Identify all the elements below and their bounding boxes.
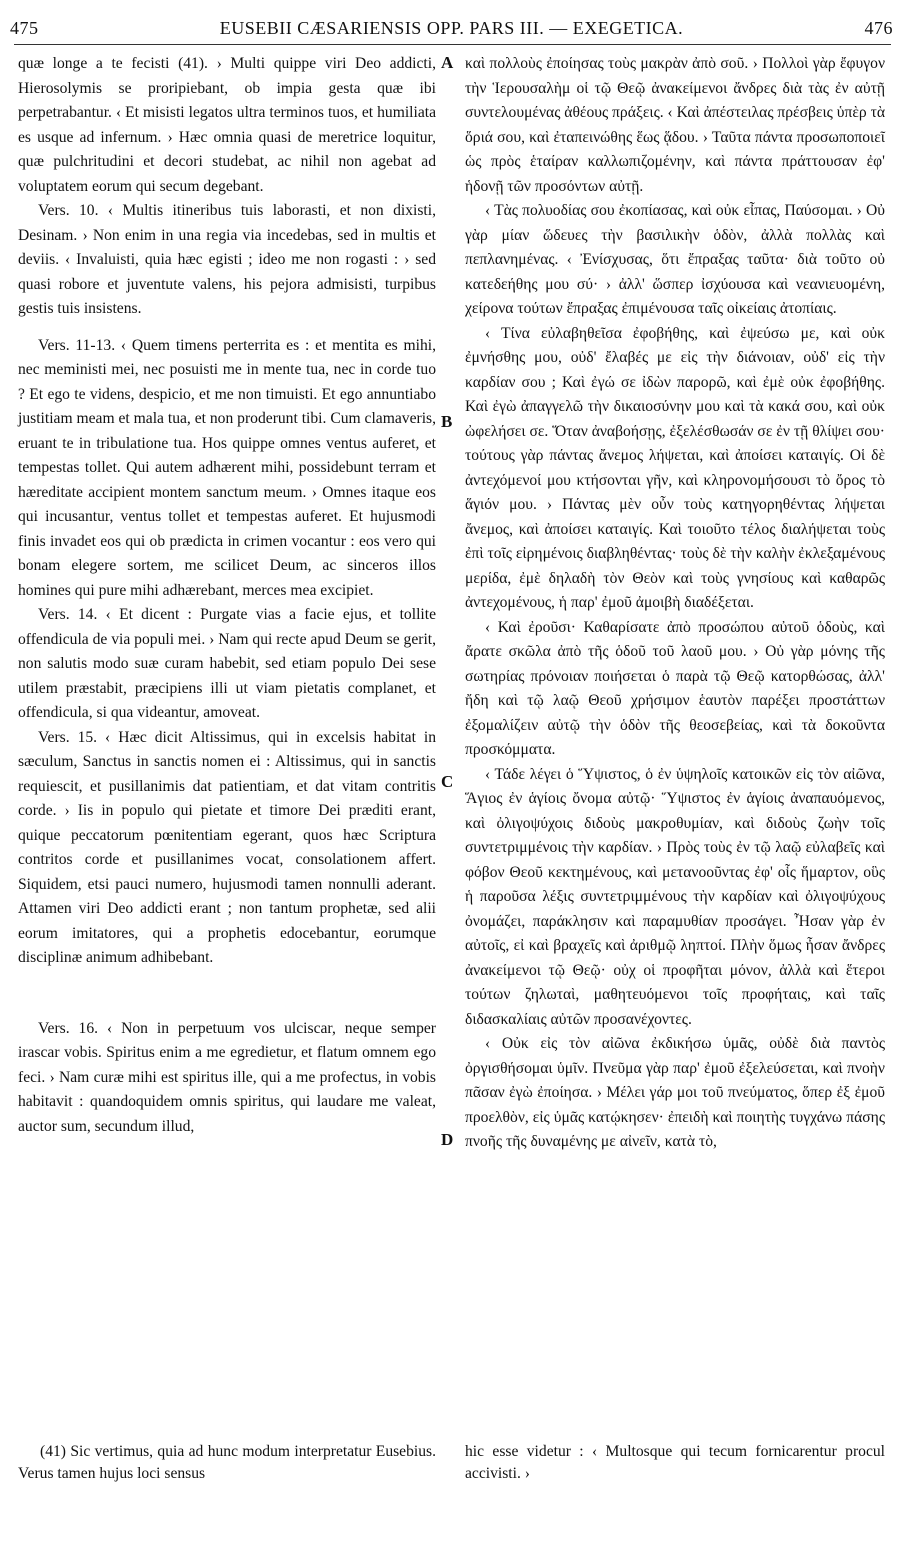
greek-paragraph: ‹ Καὶ ἐροῦσι· Καθαρίσατε ἀπὸ προσώπου αὐτοῦ ὁδοὺς, καὶ ἄρατε σκῶλα ἀπὸ τῆς ὁδοῦ τοῦ λαοῦ μου. › Οὐ γὰρ μόνης τῆς σωτηρίας πρόνοιαν ποιήσεται ὁ παρὰ τῷ Θεῷ κατορθώσας, ἀλλ' ἤδη καὶ τῷ λαῷ Θεοῦ χρήσιμον ἑαυτὸν παρέξει προστάττων ἐξομαλίζειν αὐτῷ τὴν ὁδὸν τῆς θεοσεβείας, καὶ τὰ δοκοῦντα προσκόμματα.: [465, 618, 885, 758]
margin-letter-b: B: [441, 412, 453, 431]
header-rule: [14, 44, 891, 45]
margin-letter-a: A: [441, 53, 454, 72]
greek-paragraph: ‹ Τάδε λέγει ὁ Ὕψιστος, ὁ ἐν ὑψηλοῖς κατοικῶν εἰς τὸν αἰῶνα, Ἅγιος ἐν ἁγίοις ὄνομα αὐτῷ· Ὕψιστος ἐν ἁγίοις ἀναπαυόμενος, καὶ ὀλιγοψύχοις διδοὺς μακροθυμίαν, καὶ διδοὺς ζωὴν τοῖς συντετριμμένοις τὴν καρδίαν. › Πρὸς τοὺς ἐν τῷ λαῷ εὐλαβεῖς καὶ φόβον Θεοῦ κεκτημένους, καὶ μετανοοῦντας ἐφ' οἷς ἥμαρτον, οὓς ἡ παροῦσα λέξις συντετριμμένους τὴν καρδίαν καὶ ὀλιγοψύχους ὀνομάζει, παράκλησιν καὶ παραμυθίαν προσάγει. Ἦσαν γὰρ ἐν αὐτοῖς, εἰ καὶ βραχεῖς καὶ ἀριθμῷ ληπτοί. Πλὴν ὅμως ἦσαν ἄνδρες ἀνακείμενοι τῷ Θεῷ· οὐχ οἱ προφῆται μόνον, ἀλλὰ καὶ ἕτεροι τούτων ζηλωταὶ, μαθητευόμενοι τοῖς προφήταις, καὶ ταῖς διδασκαλίαις αὐτῶν προσανέχοντες.: [465, 765, 885, 1028]
latin-column: [18, 52, 436, 1139]
latin-paragraph: Vers. 10. ‹ Multis itineribus tuis laborasti, et non dixisti, Desinam. › Non enim in una regia via incedebas, sed in multis et deviis. ‹ Invaluisti, quia hæc egisti ; ideo me non rogasti : › sed quasi robore et juventute valens, his pejora admisisti, turpibus gestis tuis insistens.: [18, 202, 436, 317]
footnote-text: (41) Sic vertimus, quia ad hunc modum interpretatur Eusebius. Verus tamen hujus loci sensus: [18, 1443, 436, 1482]
latin-paragraph: Vers. 16. ‹ Non in perpetuum vos ulciscar, neque semper irascar vobis. Spiritus enim a me egredietur, et flatum omnem ego feci. › Nam curæ mihi est spiritus ille, qui a me profectus, in vobis habitavit : quandoquidem omnis spiritus, qui laudare me valeat, auctor sum, secundum illud,: [18, 1019, 436, 1135]
latin-footnote: [18, 1441, 436, 1485]
latin-paragraph: Vers. 14. ‹ Et dicent : Purgate vias a facie ejus, et tollite offendicula de via populi mei. › Nam qui recte apud Deum se gerit, non salutis modo suæ curam habebit, sed etiam populo Dei sese utilem præstabit, præcipiens illi ut viam pietatis complanet, et offendicula, si qua videantur, amoveat.: [18, 606, 437, 721]
latin-paragraph: quæ longe a te fecisti (41). › Multi quippe viri Deo addicti, Hierosolymis se proripiebant, ob impia gesta quæ ibi perpetrabantur. ‹ Et misisti legatos ultra terminos tuos, et humiliata es usque ad infernum. › Hæc omnia quasi de meretrice loquitur, quæ pulchritudini et decori studebat, ac nihil non agebat ad voluptatem eorum qui secum degebant.: [18, 55, 436, 195]
page-number-left: 475: [10, 18, 39, 38]
running-header: [10, 18, 893, 44]
margin-letter-d: D: [441, 1130, 454, 1149]
footnote-text: hic esse videtur : ‹ Multosque qui tecum fornicarentur procul accivisti. ›: [465, 1443, 885, 1482]
page-number-right: 476: [864, 18, 893, 38]
greek-paragraph: ‹ Τὰς πολυοδίας σου ἐκοπίασας, καὶ οὐκ εἶπας, Παύσομαι. › Οὐ γὰρ μίαν ὥδευες τὴν βασιλικὴν ὁδὸν, ἀλλὰ πολλὰς καὶ πεπλανημένας. ‹ Ἐνίσχυσας, ὅτι ἔπραξας ταῦτα· διὰ τοῦτο οὐ κατεδεήθης μου σύ· › ἀλλ' ὥσπερ ἰσχύουσα καὶ νεανιευομένη, χείρονα τούτων ἔπραξας ἐπιμένουσα ταῖς οἰκείαις ἀτοπίαις.: [465, 202, 885, 317]
greek-footnote: [465, 1441, 885, 1485]
margin-letter-c: C: [441, 772, 454, 791]
greek-paragraph: ‹ Τίνα εὐλαβηθεῖσα ἐφοβήθης, καὶ ἐψεύσω με, καὶ οὐκ ἐμνήσθης μου, οὐδ' ἔλαβές με εἰς τὴν διάνοιαν, οὐδ' εἰς τὴν καρδίαν σου ; Καὶ ἐγώ σε ἰδὼν παρορῶ, καὶ ἐμὲ οὐκ ἐφοβήθης. Καὶ ἐγὼ ἀπαγγελῶ τὴν δικαιοσύνην μου καὶ τὰ κακά σου, καὶ οὐκ ὠφελήσει σε. Ὅταν ἀναβοήσῃς, ἐξελέσθωσάν σε ἐν τῇ θλίψει σου· τούτους γὰρ πάντας ἄνεμος λήψεται, καὶ ἀποίσει καταιγίς. Οἱ δὲ ἀντεχόμενοί μου κτήσονται γῆν, καὶ κληρονομήσουσι τὸ ὄρος τὸ ἅγιόν μου. › Πάντας μὲν οὖν τοὺς κατηγορηθέντας λήψεται ἄνεμος, καὶ ἀποίσει καταιγίς. Καὶ τοιοῦτο τέλος διαλήψεται τοὺς ἐπὶ τοῖς εἰρημένοις διαβληθέντας· τοὺς δὲ τὴν καλὴν ἐκλεξαμένους μερίδα, ἐμὲ δηλαδὴ τὸν Θεὸν καὶ τοὺς γνησίους καὶ καθαρῶς ἀντεχομένους, ἡ παρ' ἐμοῦ ἀμοιβὴ διαδέξεται.: [465, 324, 885, 611]
greek-paragraph: ‹ Οὐκ εἰς τὸν αἰῶνα ἐκδικήσω ὑμᾶς, οὐδὲ διὰ παντὸς ὀργισθήσομαι ὑμῖν. Πνεῦμα γὰρ παρ' ἐμοῦ ἐξελεύσεται, καὶ πνοὴν πᾶσαν ἐγὼ ἐποίησα. › Μέλει γάρ μοι τοῦ πνεύματος, ὅπερ ἐξ ἐμοῦ προελθὸν, εἰς ὑμᾶς κατῴκησεν· ἐπειδὴ καὶ ποιητὴς τυγχάνω πάσης πνοῆς τῆς δυναμένης με αἰνεῖν, κατὰ τὸ,: [465, 1035, 885, 1150]
latin-paragraph: Vers. 11-13. ‹ Quem timens perterrita es : et mentita es mihi, nec meministi mei, nec posuisti me in mente tua, nec in corde tuo ? Et ego te videns, despicio, et me non timuisti. Et ego annuntiabo justitiam meam et mala tua, et non proderunt tibi. Cum clamaveris, eruant te in tribulatione tua. Hos quippe omnes ventus auferet, et tempestas tollet. Qui autem adhærent mihi, possidebunt terram et hæreditate accipient montem sanctum meum. › Omnes itaque eos qui incusantur, ventus tollet et tempestas auferet. Et hujusmodi finis invadet eos qui ob prædicta in crimen vocantur : eos vero qui bonam elegere sortem, me scilicet Deum, ac sinceros illos homines qui pure mihi adhærebant, merces mea excipiet.: [18, 336, 436, 599]
greek-paragraph: καὶ πολλοὺς ἐποίησας τοὺς μακρὰν ἀπὸ σοῦ. › Πολλοὶ γὰρ ἔφυγον τὴν Ἱερουσαλὴμ οἱ τῷ Θεῷ ἀνακείμενοι ἄνδρες διὰ τὰς ἐν αὐτῇ συντελουμένας ἀθέους πράξεις. ‹ Καὶ ἀπέστειλας πρέσβεις ὑπὲρ τὰ ὅριά σου, καὶ ἐταπεινώθης ἕως ᾅδου. › Ταῦτα πάντα προσωποποιεῖ ὡς πρὸς ἑταίραν καλλωπιζομένην, καὶ πάντα πράττουσαν ἐφ' ἡδονῇ τῶν προσόντων αὐτῇ.: [465, 55, 886, 195]
running-title: EUSEBII CÆSARIENSIS OPP. PARS III. — EXEGETICA.: [219, 18, 684, 38]
greek-column: [465, 52, 885, 1155]
latin-paragraph: Vers. 15. ‹ Hæc dicit Altissimus, qui in excelsis habitat in sæculum, Sanctus in sanctis nomen ei : Altissimus, qui in sanctis requiescit, et pusillanimis dat patientiam, et dat vitam contritis corde. › Iis in populo qui pietate et timore Dei præditi erant, quique peccatorum pœnitentiam egerant, quos hæc Scriptura contritos corde et pusillanimes vocat, consolationem affert. Siquidem, etsi pauci numero, hujusmodi tamen nonnulli aderant. Attamen viri Deo addicti erant ; non tantum prophetæ, sed alii eorum imitatores, qui a prophetis edocebantur, eorumque disciplinæ animum adhibebant.: [18, 728, 436, 966]
